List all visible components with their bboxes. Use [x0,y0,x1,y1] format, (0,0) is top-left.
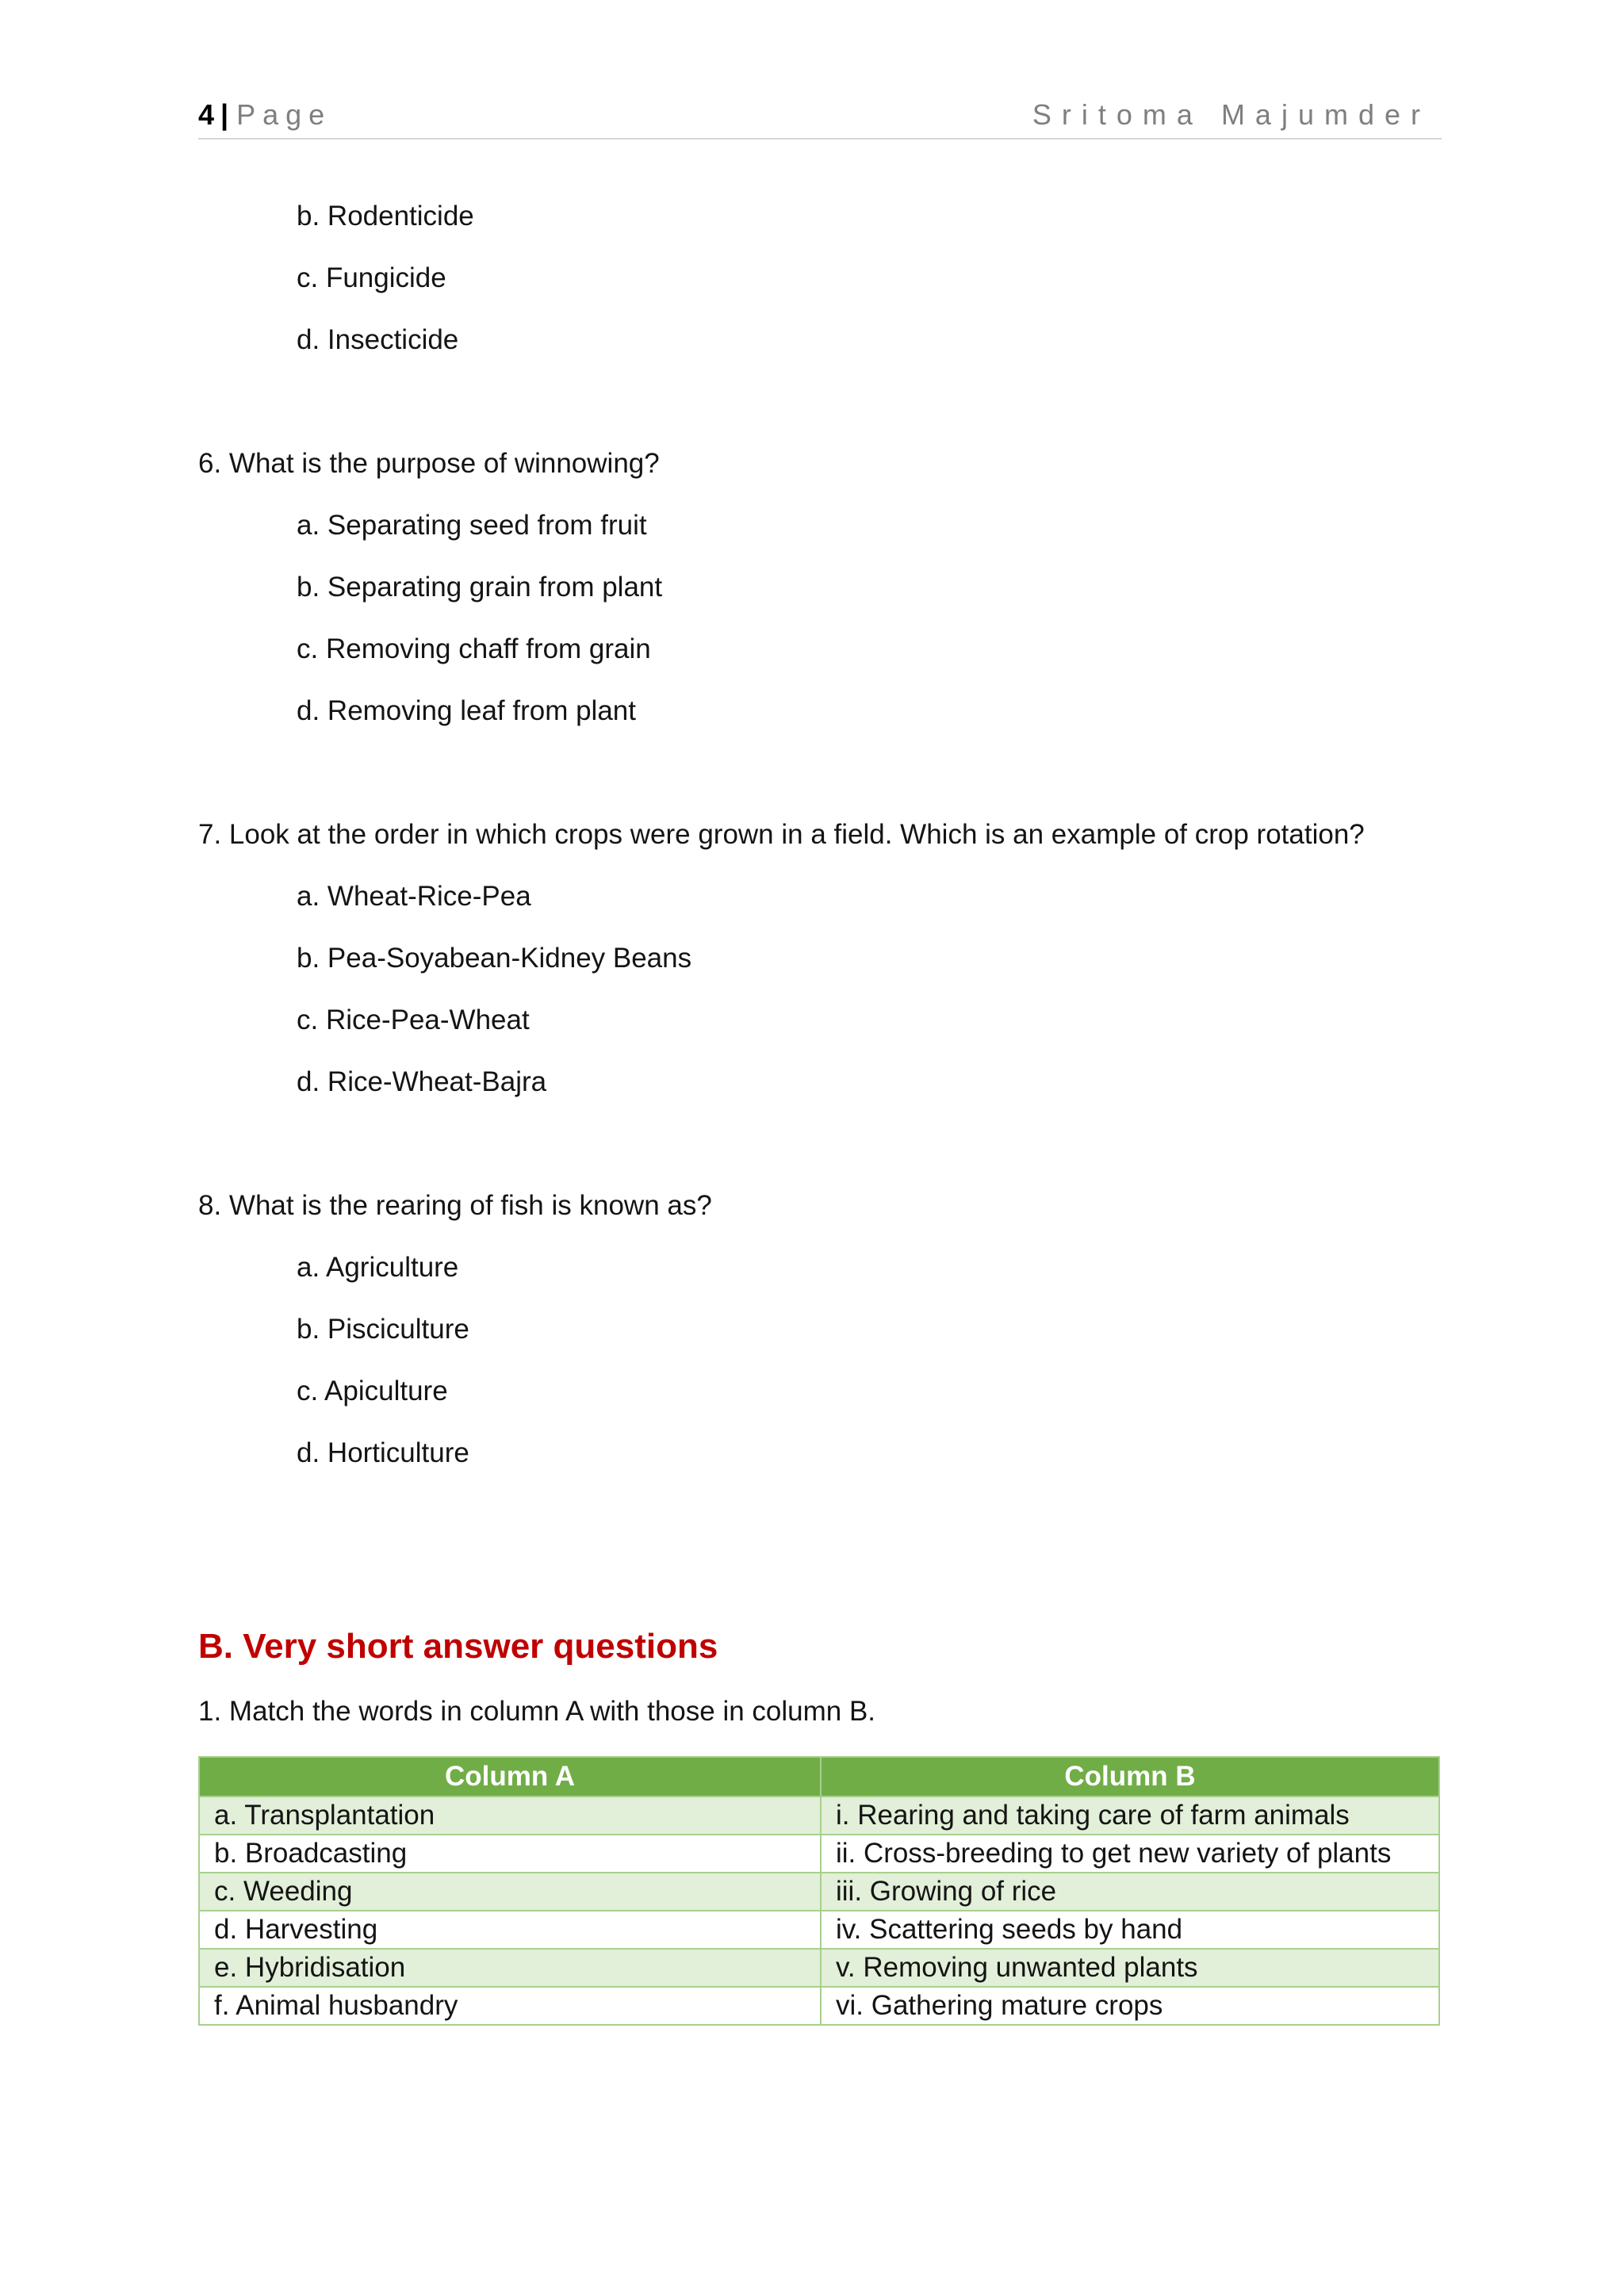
match-table [198,1756,1440,2026]
q7-option-a: a. Wheat-Rice-Pea [297,881,531,912]
column-b-cell: v. Removing unwanted plants [821,1949,1439,1987]
author-name: Sritoma Majumder [1032,98,1431,131]
q7-option-c: c. Rice-Pea-Wheat [297,1004,530,1035]
column-a-cell: d. Harvesting [199,1911,821,1949]
q6-option-b: b. Separating grain from plant [297,572,663,603]
page-word: Page [236,98,332,131]
column-a-cell: b. Broadcasting [199,1835,821,1873]
q7-option-b: b. Pea-Soyabean-Kidney Beans [297,943,692,974]
table-row [199,1987,1439,2025]
question-7: 7. Look at the order in which crops were grown in a field. Which is an example of crop rotation? [198,819,1365,850]
column-b-cell: iv. Scattering seeds by hand [821,1911,1439,1949]
table-row [199,1873,1439,1911]
section-b-title: B. Very short answer questions [198,1627,718,1666]
table-header-row [199,1757,1439,1797]
column-b-cell: vi. Gathering mature crops [821,1987,1439,2025]
q8-option-a: a. Agriculture [297,1252,459,1283]
question-6: 6. What is the purpose of winnowing? [198,448,660,479]
q5-option-c: c. Fungicide [297,262,446,293]
column-a-cell: e. Hybridisation [199,1949,821,1987]
q5-option-d: d. Insecticide [297,324,459,355]
column-a-cell: f. Animal husbandry [199,1987,821,2025]
question-8: 8. What is the rearing of fish is known as? [198,1190,712,1221]
q6-option-d: d. Removing leaf from plant [297,695,636,726]
q6-option-a: a. Separating seed from fruit [297,510,647,541]
column-a-cell: a. Transplantation [199,1797,821,1835]
table-row [199,1949,1439,1987]
page-number: 4 [198,98,215,131]
q5-option-b: b. Rodenticide [297,201,474,232]
table-row [199,1835,1439,1873]
q8-option-d: d. Horticulture [297,1437,469,1468]
header-separator: | [220,98,229,131]
column-a-cell: c. Weeding [199,1873,821,1911]
match-instruction: 1. Match the words in column A with those in column B. [198,1696,876,1727]
table-row [199,1797,1439,1835]
q8-option-c: c. Apiculture [297,1376,448,1406]
column-b-cell: i. Rearing and taking care of farm animals [821,1797,1439,1835]
column-b-header: Column B [821,1757,1439,1797]
page-number-block [198,98,331,132]
column-b-cell: ii. Cross-breeding to get new variety of plants [821,1835,1439,1873]
q6-option-c: c. Removing chaff from grain [297,633,651,664]
column-b-cell: iii. Growing of rice [821,1873,1439,1911]
column-a-header: Column A [199,1757,821,1797]
q7-option-d: d. Rice-Wheat-Bajra [297,1066,547,1097]
q8-option-b: b. Pisciculture [297,1314,469,1345]
table-row [199,1911,1439,1949]
page-header [198,94,1442,140]
